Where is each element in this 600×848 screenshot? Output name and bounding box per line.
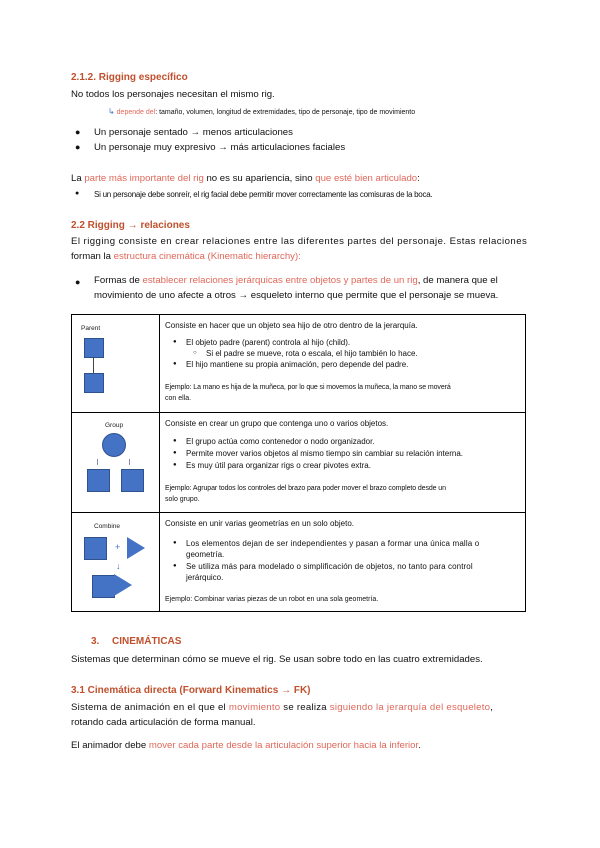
- relations-table: [71, 314, 526, 612]
- bullet-dot-icon: ●: [173, 438, 177, 444]
- text-run: Sistema de animación en el que el: [71, 702, 229, 713]
- bullet-dot-icon: ●: [173, 361, 177, 367]
- highlight-text: que esté bien articulado: [315, 173, 418, 184]
- paragraph-rigging: El rigging consiste en crear relaciones entre las diferentes partes del personaje. Estas relaciones: [71, 236, 528, 247]
- row-bullet: Es muy útil para organizar rigs o crear pivotes extra.: [186, 461, 371, 470]
- row-example-2: con ella.: [165, 395, 192, 402]
- row-example: Ejemplo: La mano es hija de la muñeca, por lo que si movemos la muñeca, la mano se moverá: [165, 384, 451, 391]
- text-run: se realiza: [280, 702, 330, 713]
- depends-label: depende del: [116, 109, 156, 116]
- bullet-dot-icon: ●: [75, 190, 80, 197]
- section-heading-3: CINEMÁTICAS: [112, 636, 182, 647]
- paragraph-fk-line2: rotando cada articulación de forma manual.: [71, 717, 256, 728]
- bullet-dot-icon: ●: [173, 540, 177, 546]
- row-title: Consiste en unir varias geometrías en un solo objeto.: [165, 519, 354, 528]
- diagram-label: Parent: [81, 325, 101, 332]
- text-run: Formas de: [94, 275, 143, 286]
- parent-square-shape: [84, 338, 104, 358]
- highlight-text: siguiendo la jerarquía del esqueleto: [329, 702, 491, 713]
- highlight-text: movimiento: [228, 702, 281, 713]
- text-cell-group: [160, 413, 526, 513]
- group-circle-shape: [102, 433, 126, 457]
- text-run: forman la: [71, 251, 114, 262]
- row-title: Consiste en crear un grupo que contenga uno o varios objetos.: [165, 419, 389, 428]
- row-example: Ejemplo: Agrupar todos los controles del brazo para poder mover el brazo completo desde un: [165, 485, 446, 492]
- text-cell-parent: [160, 315, 526, 413]
- depends-line: [108, 107, 415, 118]
- child-square-shape: [121, 469, 144, 492]
- paragraph-cinematicas: Sistemas que determinan cómo se mueve el rig. Se usan sobre todo en las cuatro extremidades.: [71, 654, 483, 665]
- highlight-text: estructura cinemática (Kinematic hierarchy):: [113, 251, 301, 262]
- row-bullet: El grupo actúa como contenedor o nodo organizador.: [186, 437, 375, 446]
- row-bullet: Permite mover varios objetos al mismo tiempo sin cambiar su relación interna.: [186, 449, 463, 458]
- row-bullet: El hijo mantiene su propia animación, pero depende del padre.: [186, 360, 409, 369]
- row-bullet-cont: geometría.: [186, 550, 225, 559]
- bullet-item: Si un personaje debe sonreír, el rig facial debe permitir mover correctamente las comisuras de la boca.: [94, 190, 433, 199]
- child-square-shape: [84, 373, 104, 393]
- diagram-cell-combine: [72, 513, 160, 612]
- plus-icon: +: [115, 542, 121, 552]
- combined-triangle-shape: [114, 574, 132, 596]
- text-run: :: [417, 173, 420, 184]
- text-run: La: [71, 173, 85, 184]
- bullet-dot-icon: ●: [173, 563, 177, 569]
- bullet-dot-icon: ●: [173, 339, 177, 345]
- bullet-relations-line2: movimiento de uno afecte a otros → esqueleto interno que permite que el personaje se mueva.: [94, 290, 499, 301]
- bullet-item: Un personaje sentado → menos articulaciones: [94, 127, 293, 138]
- table-row-group: [72, 413, 526, 513]
- row-bullet: Los elementos dejan de ser independientes y pasan a formar una única malla o: [186, 539, 480, 548]
- section-number-3: 3.: [91, 636, 100, 647]
- triangle-shape: [127, 537, 145, 559]
- highlight-text: mover cada parte desde la articulación superior hacia la inferior: [148, 740, 419, 751]
- connector-line: [97, 459, 98, 465]
- text-run: , de manera que el: [417, 275, 498, 286]
- diagram-label: Group: [105, 422, 124, 429]
- table-row-combine: [72, 513, 526, 612]
- highlight-text: parte más importante del rig: [84, 173, 204, 184]
- paragraph-rigging-2: [71, 250, 301, 264]
- bullet-dot-icon: ●: [75, 127, 81, 137]
- child-square-shape: [87, 469, 110, 492]
- paragraph-intro: No todos los personajes necesitan el mismo rig.: [71, 89, 275, 100]
- bullet-dot-icon: ●: [173, 462, 177, 468]
- text-run: ,: [490, 702, 494, 713]
- text-run: El animador debe: [71, 740, 149, 751]
- highlight-text: establecer relaciones jerárquicas entre objetos y partes de un rig: [142, 275, 418, 286]
- diagram-label: Combine: [94, 523, 121, 530]
- paragraph-fk: [71, 701, 493, 715]
- diagram-cell-parent: [72, 315, 160, 413]
- text-run: .: [418, 740, 421, 751]
- combined-square-shape: [92, 575, 115, 598]
- connector-line: [129, 459, 130, 465]
- bullet-dot-icon: ●: [75, 277, 81, 287]
- row-title: Consiste en hacer que un objeto sea hijo de otro dentro de la jerarquía.: [165, 321, 418, 330]
- bullet-dot-icon: ●: [75, 142, 81, 152]
- row-bullet: Se utiliza más para modelado o simplificación de objetos, no tanto para control: [186, 562, 473, 571]
- table-row-parent: [72, 315, 526, 413]
- text-run: no es su apariencia, sino: [203, 173, 316, 184]
- section-heading-2-1-2: 2.1.2. Rigging específico: [71, 72, 188, 83]
- bullet-dot-icon: ●: [173, 450, 177, 456]
- text-cell-combine: [160, 513, 526, 612]
- bullet-circle-icon: ○: [193, 350, 197, 356]
- row-sub-bullet: Si el padre se mueve, rota o escala, el hijo también lo hace.: [206, 349, 418, 358]
- bullet-relations: [94, 274, 498, 288]
- paragraph-main-part: [71, 172, 420, 186]
- row-example: Ejemplo: Combinar varias piezas de un robot en una sola geometría.: [165, 596, 379, 603]
- return-arrow-icon: ↳: [108, 107, 115, 116]
- diagram-cell-group: [72, 413, 160, 513]
- down-arrow-icon: ↓: [116, 561, 121, 571]
- row-bullet-cont: jerárquico.: [186, 573, 224, 582]
- row-example-2: solo grupo.: [165, 496, 200, 503]
- paragraph-animator: [71, 739, 421, 753]
- row-bullet: El objeto padre (parent) controla al hijo (child).: [186, 338, 351, 347]
- section-heading-2-2: 2.2 Rigging → relaciones: [71, 220, 190, 231]
- connector-line: [93, 357, 94, 373]
- square-shape: [84, 537, 107, 560]
- bullet-item: Un personaje muy expresivo → más articulaciones faciales: [94, 142, 346, 153]
- section-heading-3-1: 3.1 Cinemática directa (Forward Kinematics → FK): [71, 685, 311, 696]
- depends-text: : tamaño, volumen, longitud de extremidades, tipo de personaje, tipo de movimiento: [155, 109, 416, 116]
